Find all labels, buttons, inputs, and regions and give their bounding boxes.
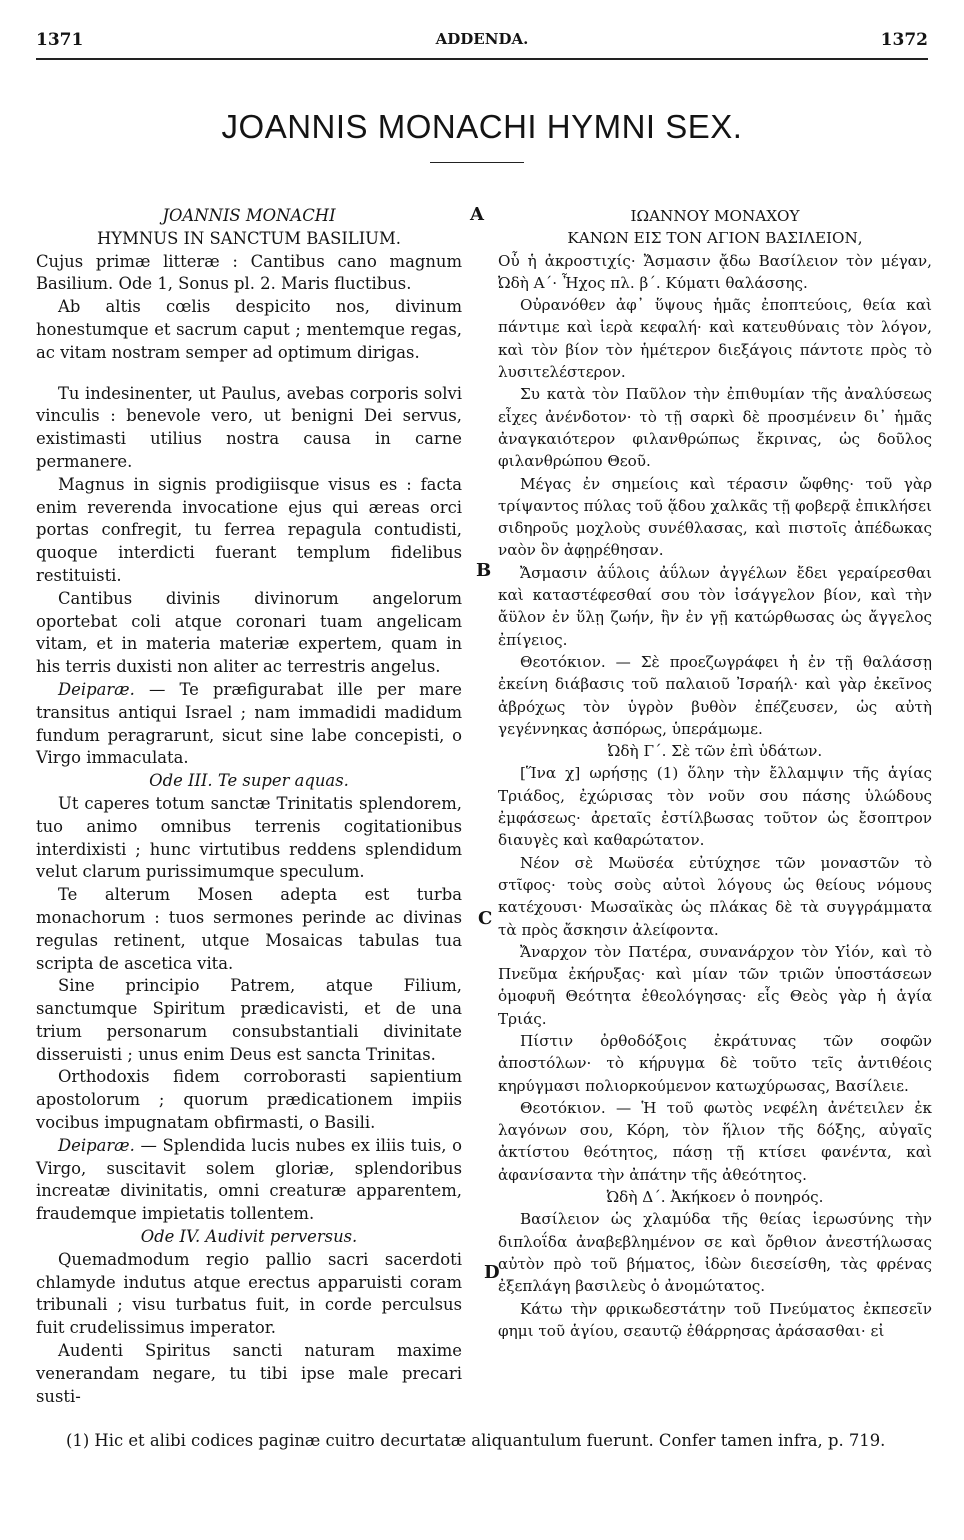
latin-paragraph: Cantibus divinis divinorum angelorum oportebat coli atque coronari tuam angelicam vitam, et in materia materiæ expertem, quam in his terris duxisti non aliter ac terrestris angelus. xyxy=(36,588,462,677)
greek-paragraph: Νέον σὲ Μωϋσέα εὐτύχησε τῶν μοναστῶν τὸ στῖφος· τοὺς σοὺς αὐτοὶ λόγους ὡς θείους νόμους κατέχουσι· Μωσαϊκὰς ὡς πλάκας δὲ τὰ συγγράμματα τὰ πρὸς ἄσκησιν ἀλείφοντα. xyxy=(498,853,932,939)
greek-ode-heading: Ὠδὴ Δ΄. Ἀκήκοεν ὁ πονηρός. xyxy=(606,1188,824,1207)
latin-ode-heading: Ode IV. Audivit perversus. xyxy=(140,1227,358,1247)
latin-paragraph: Ut caperes totum sanctæ Trinitatis splendorem, tuo animo omnibus terrenis cogitationibus interdixisti ; hunc virtutibus reddens splendidum velut clarum purissimumque speculum. xyxy=(36,793,462,882)
greek-paragraph: Βασίλειον ὡς χλαμύδα τῆς θείας ἱερωσύνης τὴν διπλοΐδα ἀναβεβλημένον σε καὶ ὄρθιον ἀνεστήλωσας αὐτὸν πρὸ τοῦ βήματος, ἰδὼν διεσείσθη, τὰς φρένας ἐξεπλάγη βασιλεὺς ὁ ἀνομώτατος. xyxy=(498,1210,932,1296)
latin-paragraph: Orthodoxis fidem corroborasti sapientium apostolorum ; quorum prædicationem impiis vocibus impugnatam obfirmasti, o Basili. xyxy=(36,1067,462,1133)
latin-paragraph: Quemadmodum regio pallio sacri sacerdoti chlamyde indutus atque erectus apparuisti coram tribunali ; visu turbatus fuit, in corde perculsus fuit crudelissimus imperator. xyxy=(36,1249,462,1338)
greek-paragraph: Θεοτόκιον. — Σὲ προεζωγράφει ἡ ἐν τῇ θαλάσσῃ ἐκείνη διάβασις τοῦ παλαιοῦ Ἰσραήλ· καὶ γὰρ ἐκεῖνος ἀβρόχως τὸν ὑγρὸν βυθὸν ἐπέζευσεν, ὡς αὐτὴ γεγέννηκας ἀσπόρως, ὑπεράμωμε. xyxy=(498,652,932,738)
latin-paragraph: Tu indesinenter, ut Paulus, avebas corporis solvi vinculis : benevole vero, ut benigni Dei servus, existimasti utilius nostra causa in carne permanere. xyxy=(36,383,462,471)
greek-paragraph: Ἄσμασιν ἀΰλοις ἀΰλων ἀγγέλων ἔδει γεραίρεσθαι καὶ καταστέφεσθαί σου τὸν ἰσάγγελον βίον, καὶ τὴν ἄϋλον ἐν ὕλῃ ζωήν, ἣν ἐν γῇ κατώρθωσας ὡς ἄγγελος ἐπίγειος. xyxy=(498,563,932,649)
greek-paragraph: Μέγας ἐν σημείοις καὶ τέρασιν ὤφθης· τοῦ γὰρ τρίψαντος πύλας τοῦ ᾅδου χαλκᾶς τῇ φοβερᾷ ἐπικλήσει σιδηροῦς μοχλοὺς συνέθλασας, καὶ πιστοῖς ἀπέδωκας ναὸν ὃν ἀφῃρέθησαν. xyxy=(498,474,932,560)
latin-ode-heading: Ode III. Te super aquas. xyxy=(149,771,349,791)
margin-marker-b: B xyxy=(476,560,492,581)
left-page-number: 1371 xyxy=(36,30,84,50)
greek-author: ΙΩΑΝΝΟΥ ΜΟΝΑΧΟΥ xyxy=(630,207,800,225)
page-title: JOANNIS MONACHI HYMNI SEX. xyxy=(221,108,743,145)
deiparae-label: Deiparæ. xyxy=(58,679,135,699)
greek-ode-heading: Ὠδὴ Γ΄. Σὲ τῶν ἐπὶ ὑδάτων. xyxy=(607,742,823,761)
greek-paragraph: Θεοτόκιον. — Ἡ τοῦ φωτὸς νεφέλη ἀνέτειλεν ἐκ λαγόνων σου, Κόρη, τὸν ἥλιον τῆς δόξης, αὐγαῖς ἀκτίστου θεότητος, πάσῃ τῇ κτίσει φανέντα, καὶ ἀφανίσαντα τὴν ἀπάτην τῆς ἀθεότητος. xyxy=(498,1098,932,1184)
latin-paragraph: Sine principio Patrem, atque Filium, sanctumque Spiritum prædicavisti, et de una trium personarum consubstantiali divinitate disseruisti ; unus enim Deus est sancta Trinitas. xyxy=(36,976,462,1064)
margin-marker-d: D xyxy=(484,1262,500,1283)
greek-paragraph: Ἄναρχον τὸν Πατέρα, συνανάρχον τὸν Υἱόν, καὶ τὸ Πνεῦμα ἐκήρυξας· καὶ μίαν τῶν τριῶν ὑποστάσεων ὁμοφυῆ Θεότητα ἐθεολόγησας· εἷς Θεὸς γὰρ ἡ ἁγία Τριάς. xyxy=(498,942,932,1028)
right-page-number: 1372 xyxy=(880,30,928,50)
greek-paragraph: [Ἵνα χ] ωρήσῃς (1) ὅλην τὴν ἔλλαμψιν τῆς ἁγίας Τριάδος, ἐχώρισας τὸν νοῦν σου πάσης ὑλώδους ἐμφάσεως· ἀρεταῖς ἐστίλβωσας τοῦτον ὡς ἔσοπτρον διαυγὲς καὶ καθαρώτατον. xyxy=(498,764,932,850)
page-header xyxy=(36,30,928,58)
latin-hymn-title: HYMNUS IN SANCTUM BASILIUM. xyxy=(97,228,401,248)
title-rule xyxy=(430,162,524,163)
greek-paragraph: Συ κατὰ τὸν Παῦλον τὴν ἐπιθυμίαν τῆς ἀναλύσεως εἶχες ἀνένδοτον· τὸ τῇ σαρκὶ δὲ προσμένειν δι᾿ ἡμᾶς ἀναγκαιότερον φιλανθρώπως ἔκρινας, ὡς δοῦλος φιλανθρώπου Θεοῦ. xyxy=(498,385,932,471)
latin-paragraph: Audenti Spiritus sancti naturam maxime venerandam negare, tu tibi ipse male precari susti- xyxy=(36,1341,462,1406)
latin-paragraph: Te alterum Mosen adepta est turba monachorum : tuos sermones perinde ac divinas regulas retinent, utque Mosaicas tabulas tua scripta de ascetica vita. xyxy=(36,885,462,973)
greek-acrostic: Οὗ ἡ ἀκροστιχίς· Ἄσμασιν ᾄδω Βασίλειον τὸν μέγαν, Ὠδὴ Α΄· Ἦχος πλ. β΄. Κύματι θαλάσσης. xyxy=(498,251,932,292)
margin-marker-a: A xyxy=(470,204,484,225)
greek-paragraph: Κάτω τὴν φρικωδεστάτην τοῦ Πνεύματος ἐκπεσεῖν φημι τοῦ ἁγίου, σεαυτῷ ἐθάρρησας ἀράσασθαι· εἰ xyxy=(498,1299,932,1340)
latin-acrostic: Cujus primæ litteræ : Cantibus cano magnum Basilium. Ode 1, Sonus pl. 2. Maris fluctibus. xyxy=(36,251,462,294)
latin-paragraph-deiparae: Deiparæ. — Splendida lucis nubes ex iliis tuis, o Virgo, suscitavit solem gloriæ, splendoribus increatæ divinitatis, omni creaturæ apparentem, fraudemque impietatis tollentem. xyxy=(36,1135,462,1224)
header-rule xyxy=(36,58,928,60)
latin-paragraph: Magnus in signis prodigiisque visus es : facta enim reverenda invocatione ejus qui æreas orci portas confregit, tu ferrea repagula contudisti, quoque interdicti fuerant templum fidelibus restituisti. xyxy=(36,474,462,585)
greek-hymn-title: ΚΑΝΩΝ ΕΙΣ ΤΟΝ ΑΓΙΟΝ ΒΑΣΙΛΕΙΟΝ, xyxy=(567,229,863,248)
latin-paragraph-deiparae: Deiparæ. — Te præfigurabat ille per mare transitus antiqui Israel ; nam immadidi madidum fundum peragrarunt, sicut sine labe concepisti, o Virgo immaculata. xyxy=(36,679,462,768)
footnote: (1) Hic et alibi codices paginæ cuitro decurtatæ aliquantulum fuerunt. Confer tamen infra, p. 719. xyxy=(66,1431,886,1450)
running-head: ADDENDA. xyxy=(435,30,529,48)
greek-paragraph: Οὐρανόθεν ἀφ᾿ ὕψους ἡμᾶς ἐποπτεύοις, θεία καὶ πάντιμε καὶ ἱερὰ κεφαλή· καὶ κατευθύναις τὸν λόγον, καὶ τὸν βίον τὸν ἡμέτερον διεξάγοις πάντοτε πρὸς τὸ λυσιτελέστερον. xyxy=(498,296,932,382)
latin-paragraph: Ab altis cœlis despicito nos, divinum honestumque et sacrum caput ; mentemque regas, ac vitam nostram semper ad optimum dirigas. xyxy=(36,297,462,362)
latin-column xyxy=(36,205,462,1408)
latin-author: JOANNIS MONACHI xyxy=(162,206,336,225)
greek-column xyxy=(498,205,932,1342)
greek-paragraph: Πίστιν ὀρθοδόξοις ἐκράτυνας τῶν σοφῶν ἀποστόλων· τὸ κήρυγμα δὲ τοῦτο τεῖς ἀντιθέοις κηρύγμασι πολιορκούμενον κατωχύρωσας, Βασίλειε. xyxy=(498,1031,932,1095)
deiparae-label: Deiparæ. xyxy=(58,1135,135,1155)
margin-marker-c: C xyxy=(478,908,493,929)
